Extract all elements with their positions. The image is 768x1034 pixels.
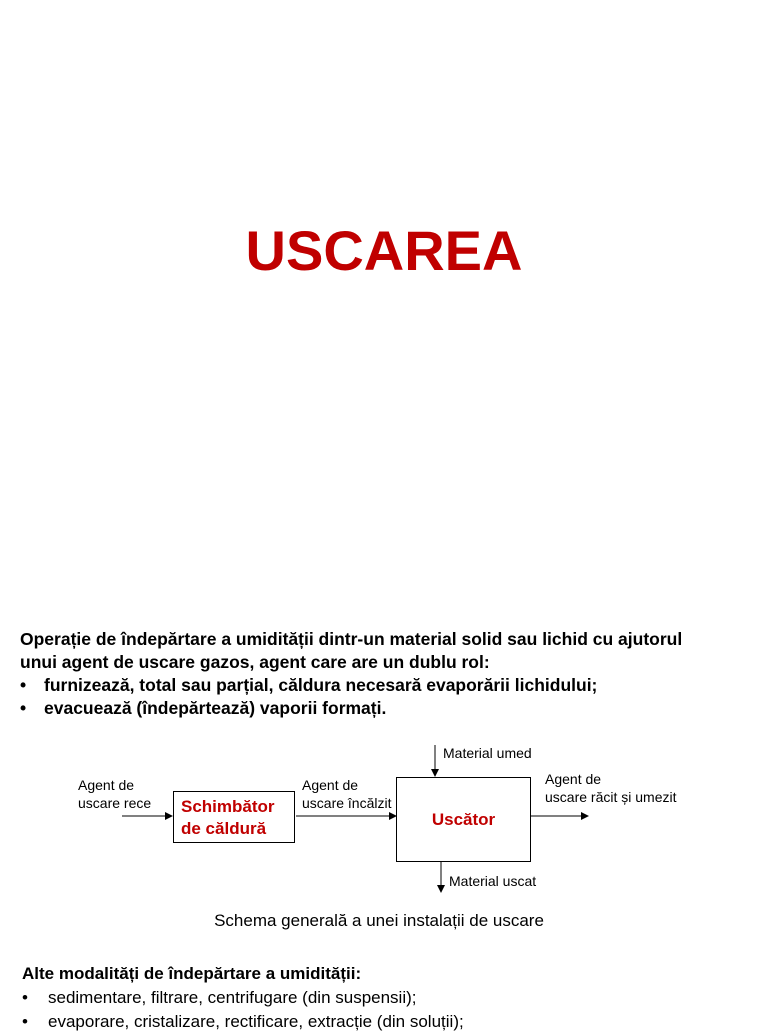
bullet-icon: • xyxy=(20,675,27,695)
dryer-box: Uscător xyxy=(396,777,531,862)
alt-heading: Alte modalități de îndepărtare a umidității: xyxy=(22,964,362,983)
list-item: • sedimentare, filtrare, centrifugare (din suspensii); xyxy=(22,986,762,1010)
bullet-icon: • xyxy=(22,1012,28,1031)
list-item: • evacuează (îndepărtează) vaporii formați. xyxy=(20,698,387,718)
intro-bullet-list xyxy=(20,674,760,720)
diagram-caption: Schema generală a unei instalații de uscare xyxy=(214,911,544,930)
label-cold-agent: Agent de uscare rece xyxy=(78,777,152,811)
alt-methods-section xyxy=(22,962,762,1034)
bullet-icon: • xyxy=(22,988,28,1007)
list-item: • evaporare, cristalizare, rectificare, extracție (din soluții); xyxy=(22,1010,762,1034)
label-heated-agent: Agent de uscare încălzit xyxy=(302,777,392,811)
intro-line-1: Operație de îndepărtare a umidității dintr-un material solid sau lichid cu ajutorul xyxy=(20,629,683,649)
label-output-agent: Agent de uscare răcit și umezit xyxy=(545,771,677,805)
heat-exchanger-box: Schimbător de căldură xyxy=(173,791,295,843)
alt-bullet-list xyxy=(22,986,762,1034)
label-dry-material: Material uscat xyxy=(449,873,537,889)
bullet-icon: • xyxy=(20,698,27,718)
page-title: USCAREA xyxy=(245,219,523,282)
intro-section xyxy=(20,628,760,720)
intro-line-2: unui agent de uscare gazos, agent care are un dublu rol: xyxy=(20,652,490,672)
label-wet-material: Material umed xyxy=(443,745,532,761)
list-item: • furnizează, total sau parțial, căldura necesară evaporării lichidului; xyxy=(20,675,598,695)
